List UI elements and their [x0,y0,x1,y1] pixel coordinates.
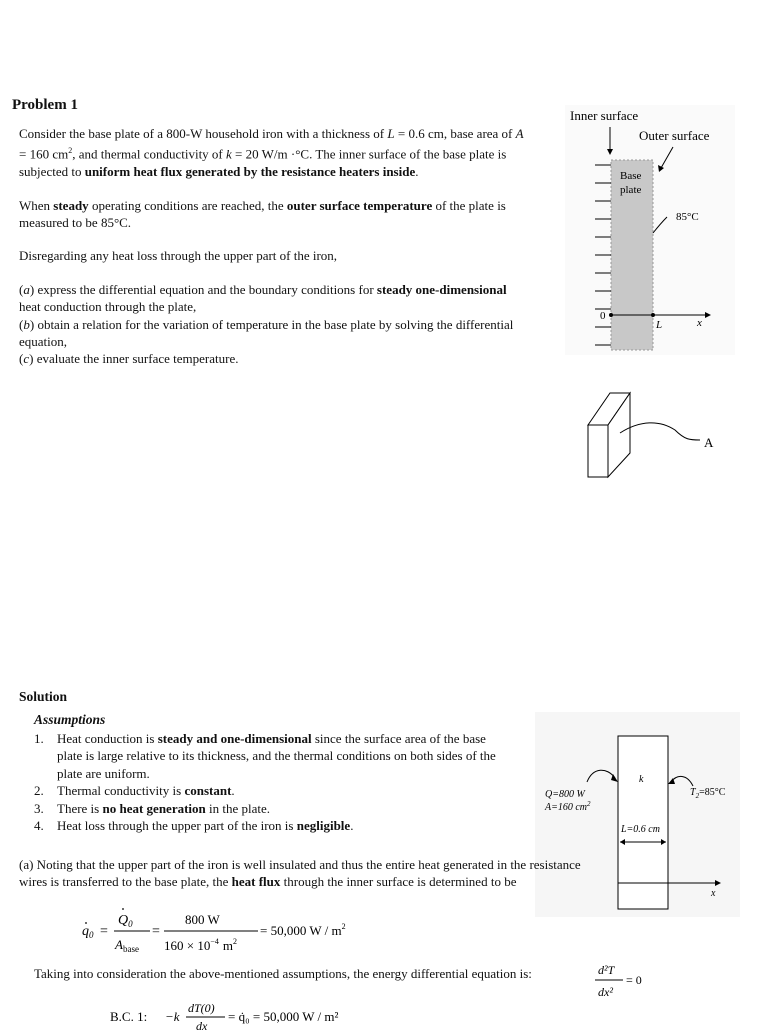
svg-text:A=160 cm2 [544,800,591,813]
area-label: A [704,435,714,450]
solution-title: Solution [19,689,68,704]
inner-surface-label: Inner surface [570,108,639,123]
k-label: k [639,774,644,785]
Q-label: Q=800 W [545,789,585,800]
list-item: 2. Thermal conductivity is constant. [34,783,235,799]
plate-label: plate [620,184,642,196]
L-label: L [656,319,663,331]
svg-text:−k: −k [165,1009,180,1024]
A-label: A=160 cm [545,802,588,813]
svg-text:=: = [152,924,160,939]
x-label: x [711,888,716,899]
svg-text:800 W: 800 W [185,912,220,927]
problem-part-a: (a) express the differential equation and the boundary conditions for steady one-dimensional heat conduction through the plate, [19,281,507,315]
problem-paragraph-3: Disregarding any heat loss through the upper part of the iron, [19,248,338,264]
svg-text:dx²: dx² [598,985,613,999]
svg-text:d²T: d²T [598,963,615,977]
list-item: 1. Heat conduction is steady and one-dimensional since the surface area of the base plate is large relative to its thickness, and the thermal conditions on both sides of the plate are uniform. [34,731,496,781]
assumptions-title: Assumptions [34,712,106,727]
problem-paragraph-1: Consider the base plate of a 800-W household iron with a thickness of L = 0.6 cm, base area of A = 160 $cm^2$, and thermal conductivity of k = 20 W/m ·°C. The inner surface of the base plate is subjected to uniform heat flux generated by the resistance heaters inside. [19,126,524,180]
svg-text:= 0: = 0 [626,973,642,987]
differential-equation [590,960,650,1002]
energy-equation-text: Taking into consideration the above-mentioned assumptions, the energy differential equation is: [34,966,532,981]
svg-text:= 50,000 W / m2: = 50,000 W / $m^2$ [260,922,346,938]
heat-flux-equation [80,907,365,957]
origin-label: 0 [600,310,606,322]
outer-surface-label: Outer surface [639,128,710,143]
problem-statement [19,125,529,368]
T2-value: =85°C [699,787,726,798]
x-axis-label: x [697,317,702,329]
L-value-label: L=0.6 cm [621,824,660,835]
T2-label: T [690,787,696,798]
list-item: 3. There is no heat generation in the plate. [34,800,271,816]
problem-part-b: (b) obtain a relation for the variation of temperature in the base plate by solving the differential equation, [19,316,514,349]
problem-paragraph-2: When steady operating conditions are reached, the outer surface temperature of the plate is measured to be 85°C. [19,197,506,230]
svg-text:q0: $q_0$ [82,924,94,940]
svg-text:Abase: $A_{base}$ [115,937,139,954]
base-plate-diagram [565,105,735,355]
svg-text:Q0: $Q_0$ [118,913,133,929]
base-label: Base [620,170,642,182]
outer-temp-label: 85°C [676,211,699,223]
boundary-condition-1 [110,1000,380,1030]
area-block-diagram [580,385,720,485]
svg-text:160 × 10−4m2: $160 \times 10^{-4}$ $m^2$ [164,937,237,953]
problem-part-c: (c) evaluate the inner surface temperature. [19,351,239,367]
A-sup: 2 [587,800,591,808]
svg-text:B.C. 1:: B.C. 1: [110,1009,148,1024]
svg-text:= q̇₀ = 50,000 W / m²: = q̇₀ = 50,000 W / m² [228,1009,339,1024]
assumptions-list [34,730,514,834]
part-a-text: (a) Noting that the upper part of the iron is well insulated and thus the entire heat generated in the resistance wires is transferred to the base plate, the heat flux through the inner surface is determined to be [19,857,581,890]
problem-title: Problem 1 [12,97,78,113]
list-item: 4. Heat loss through the upper part of the iron is negligible. [34,818,354,834]
svg-text:dx: dx [196,1019,208,1030]
svg-text:dT(0): dT(0) [188,1001,215,1015]
svg-text:=: = [100,924,108,939]
T2-sub: 2 [695,792,700,800]
